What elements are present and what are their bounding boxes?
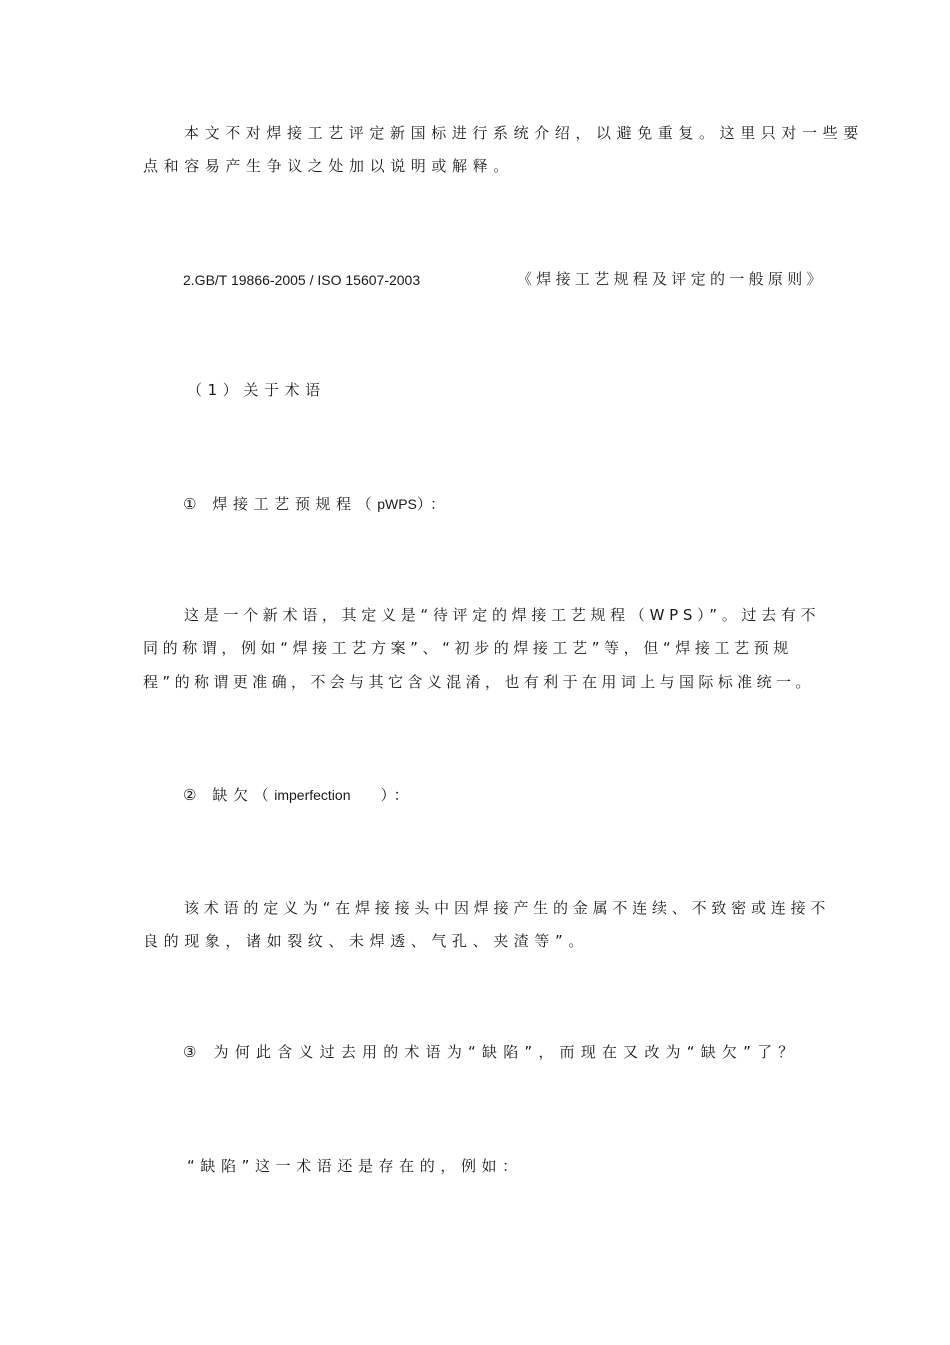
item-2-heading-term: imperfection — [274, 787, 351, 803]
item-2-heading-suffix: ）： — [380, 786, 415, 804]
section-code: 2.GB/T 19866-2005 / ISO 15607-2003 — [183, 272, 421, 288]
section-title: 《焊接工艺规程及评定的一般原则》 — [517, 270, 826, 288]
intro-line-1: 本文不对焊接工艺评定新国标进行系统介绍，以避免重复。这里只对一些要 — [184, 124, 864, 142]
item-2-heading-prefix: ② 缺欠（ — [183, 786, 275, 804]
item-1-paragraph-line-1: 这是一个新术语，其定义是“待评定的焊接工艺规程（WPS）”。过去有不 — [184, 606, 821, 624]
item-1-heading-term: pWPS — [377, 496, 417, 512]
item-1-heading-suffix: ）： — [416, 495, 451, 513]
item-2-paragraph-line-1: 该术语的定义为“在焊接接头中因焊接产生的金属不连续、不致密或连接不 — [184, 899, 831, 917]
item-3-heading: ③ 为何此含义过去用的术语为“缺陷”，而现在又改为“缺欠”了？ — [183, 1043, 800, 1061]
closing-line: “缺陷”这一术语还是存在的，例如： — [187, 1157, 523, 1175]
item-1-heading-prefix: ① 焊接工艺预规程（ — [183, 495, 378, 513]
item-2-paragraph-line-2: 良的现象，诸如裂纹、未焊透、气孔、夹渣等”。 — [143, 932, 589, 950]
item-1-paragraph-line-3: 程”的称谓更准确，不会与其它含义混淆，也有利于在用词上与国际标准统一。 — [143, 673, 815, 691]
item-1-heading — [183, 494, 451, 514]
subsection-heading: （1）关于术语 — [187, 381, 326, 399]
intro-line-2: 点和容易产生争议之处加以说明或解释。 — [143, 157, 514, 175]
item-2-heading — [183, 785, 414, 805]
item-1-paragraph-line-2: 同的称谓，例如“焊接工艺方案”、“初步的焊接工艺”等，但“焊接工艺预规 — [143, 639, 793, 657]
